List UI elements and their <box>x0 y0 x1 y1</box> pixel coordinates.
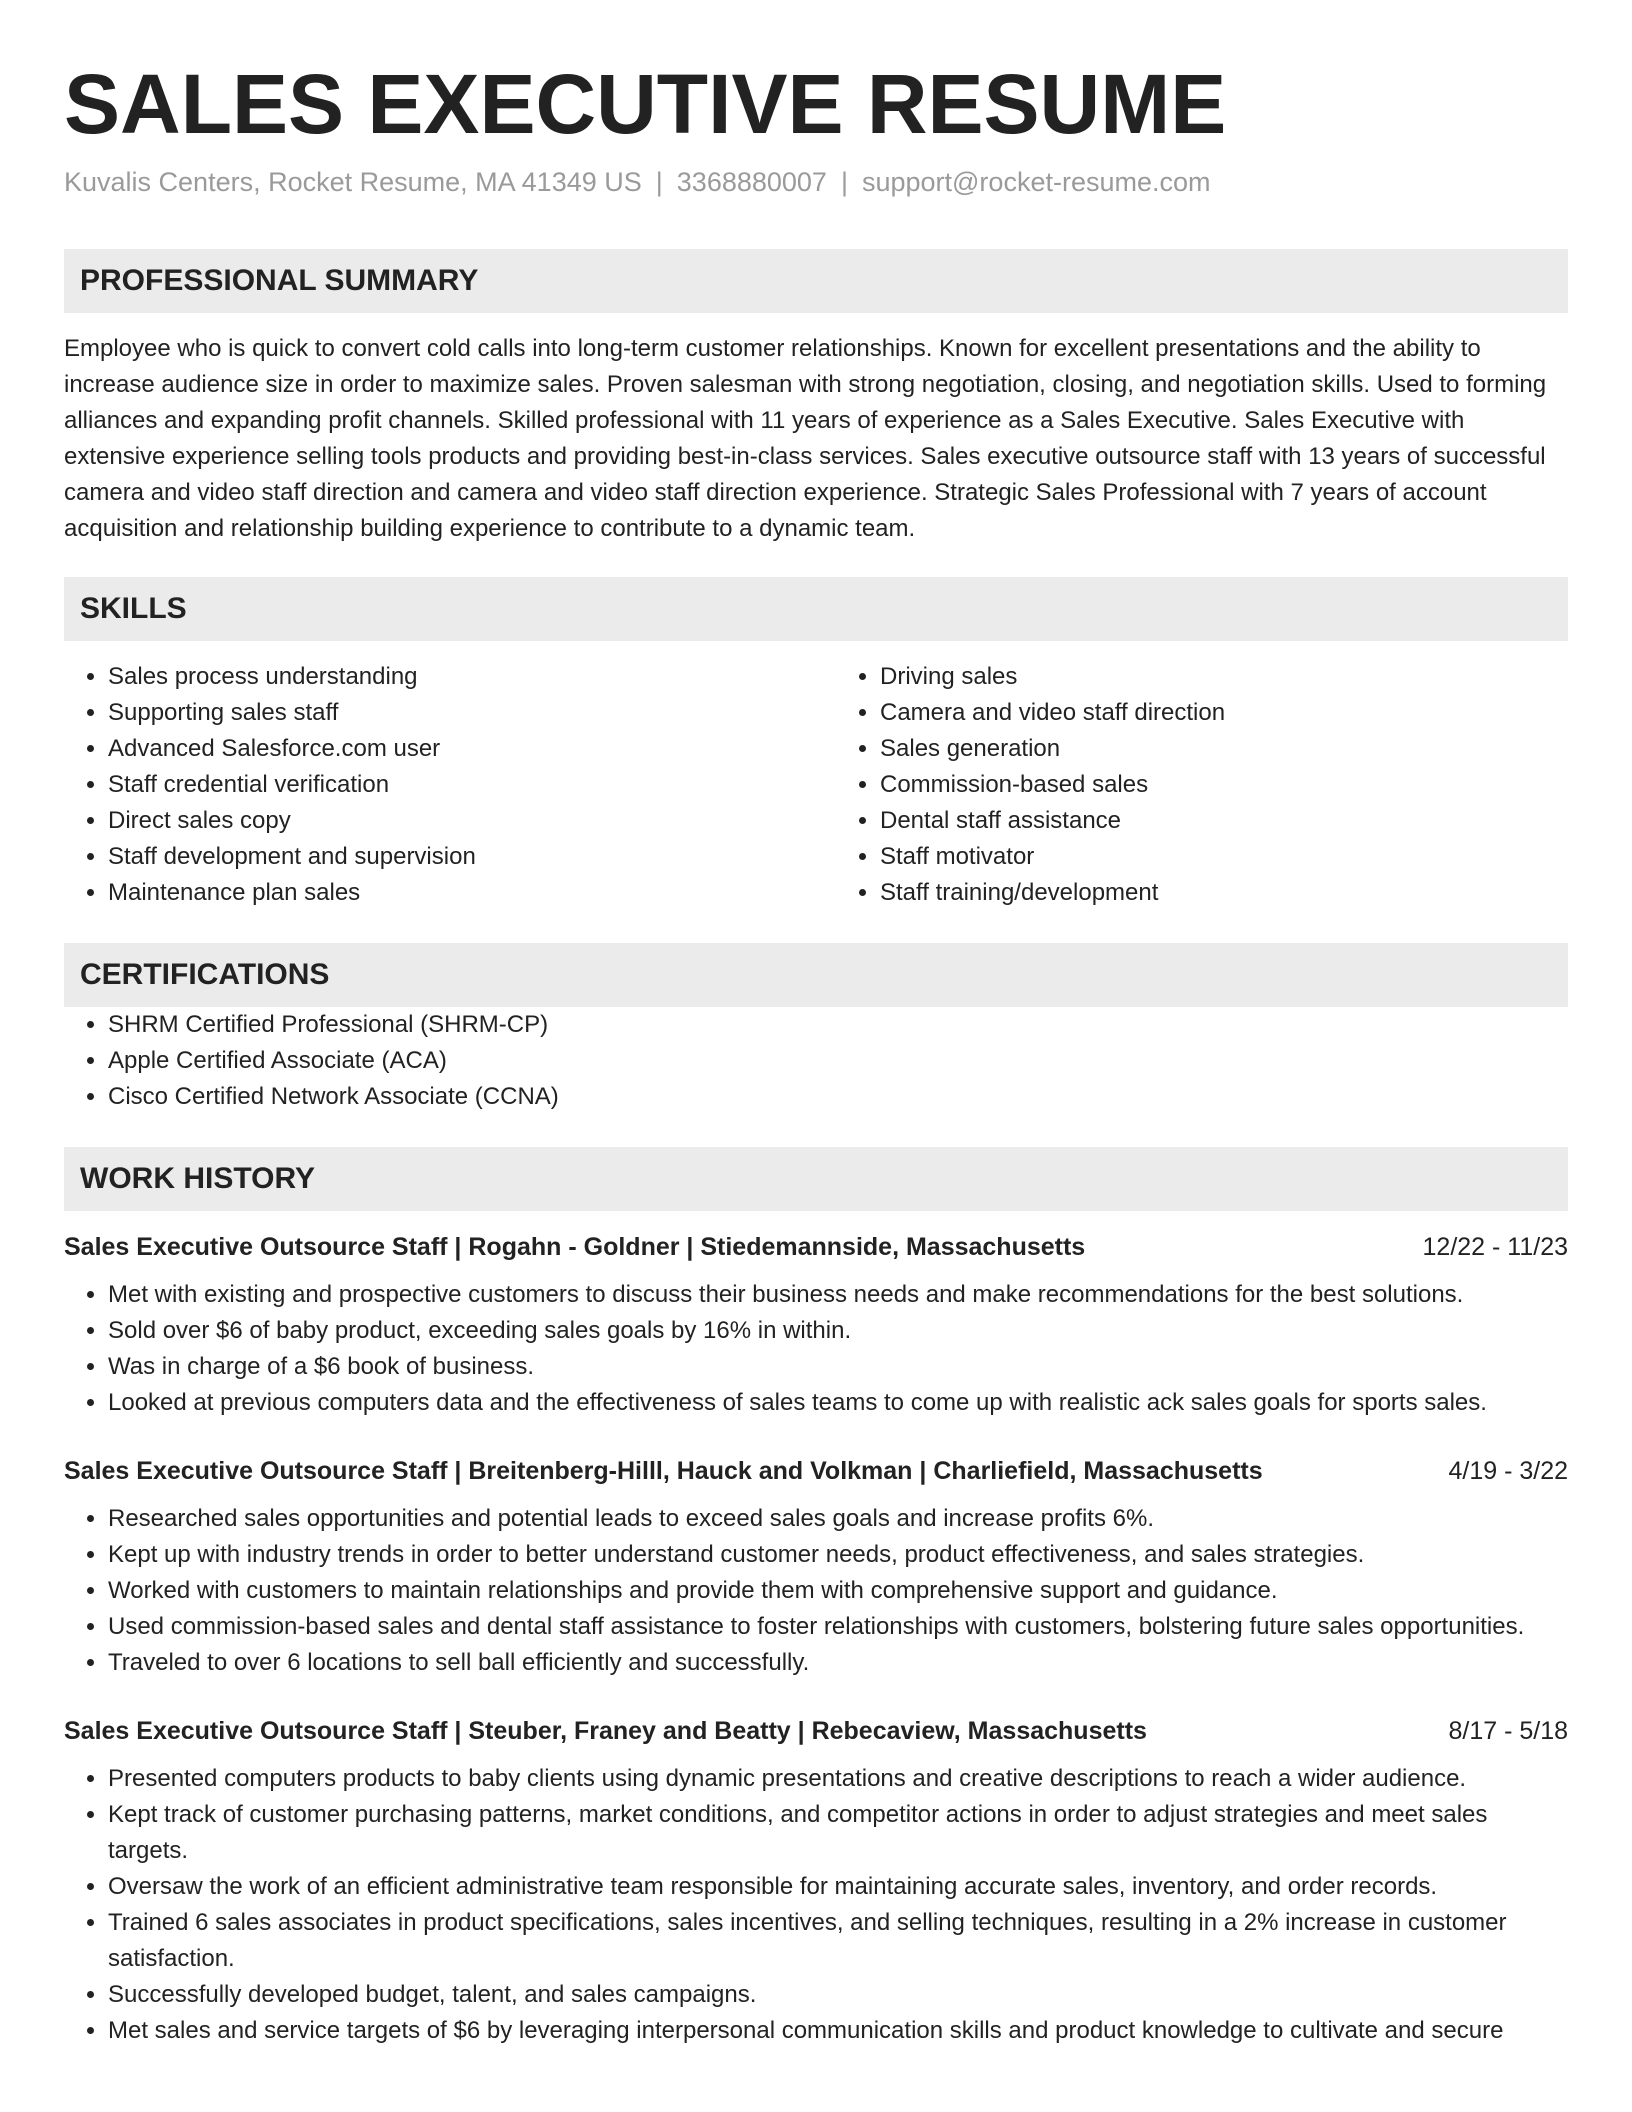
contact-address: Kuvalis Centers, Rocket Resume, MA 41349 US <box>64 167 642 197</box>
resume-title: SALES EXECUTIVE RESUME <box>64 57 1227 151</box>
certification-item: • Cisco Certified Network Associate (CCNA) <box>108 1079 1568 1115</box>
job-dates: 8/17 - 5/18 <box>1448 1717 1568 1745</box>
skill-item: • Staff training/development <box>880 875 1568 911</box>
job-bullet: • Looked at previous computers data and the effectiveness of sales teams to come up with realistic ack sales goals for sports sales. <box>108 1385 1568 1421</box>
job-header <box>64 1713 1568 1749</box>
job-bullet: • Met sales and service targets of $6 by leveraging interpersonal communication skills and product knowledge to cultivate and secure <box>108 2013 1568 2049</box>
job-dates: 12/22 - 11/23 <box>1422 1233 1568 1261</box>
skill-item: • Staff motivator <box>880 839 1568 875</box>
job-bullet: • Met with existing and prospective customers to discuss their business needs and make recommendations for the best solutions. <box>108 1277 1568 1313</box>
job-bullets <box>64 1277 1568 1421</box>
job-header <box>64 1453 1568 1489</box>
skill-item: • Sales generation <box>880 731 1568 767</box>
contact-line <box>64 164 1568 200</box>
job-title: Sales Executive Outsource Staff | Breitenberg-Hilll, Hauck and Volkman | Charliefield, Massachusetts <box>64 1457 1263 1485</box>
contact-separator: | <box>655 167 663 197</box>
skill-item: • Staff credential verification <box>108 767 796 803</box>
certifications-heading: CERTIFICATIONS <box>64 943 1568 1007</box>
job-title: Sales Executive Outsource Staff | Rogahn - Goldner | Stiedemannside, Massachusetts <box>64 1233 1086 1261</box>
job-bullet: • Was in charge of a $6 book of business. <box>108 1349 1568 1385</box>
job-bullets <box>64 1761 1568 2049</box>
work-history-heading: WORK HISTORY <box>64 1147 1568 1211</box>
skill-item: • Maintenance plan sales <box>108 875 796 911</box>
contact-phone: 3368880007 <box>676 167 827 197</box>
job-entry <box>64 1713 1568 2049</box>
skill-item: • Supporting sales staff <box>108 695 796 731</box>
skills-heading: SKILLS <box>64 577 1568 641</box>
job-bullet: • Sold over $6 of baby product, exceeding sales goals by 16% in within. <box>108 1313 1568 1349</box>
job-bullet: • Traveled to over 6 locations to sell ball efficiently and successfully. <box>108 1645 1568 1681</box>
job-header <box>64 1229 1568 1265</box>
job-bullets <box>64 1501 1568 1681</box>
job-entry <box>64 1229 1568 1421</box>
skill-item: • Sales process understanding <box>108 659 796 695</box>
skill-item: • Camera and video staff direction <box>880 695 1568 731</box>
certifications-list <box>64 1007 1568 1115</box>
skill-item: • Direct sales copy <box>108 803 796 839</box>
skills-left-list <box>64 659 796 911</box>
job-bullet: • Presented computers products to baby clients using dynamic presentations and creative descriptions to reach a wider audience. <box>108 1761 1568 1797</box>
job-bullet: • Researched sales opportunities and potential leads to exceed sales goals and increase profits 6%. <box>108 1501 1568 1537</box>
skills-right-list <box>836 659 1568 911</box>
skill-item: • Staff development and supervision <box>108 839 796 875</box>
skill-item: • Commission-based sales <box>880 767 1568 803</box>
job-bullet: • Oversaw the work of an efficient administrative team responsible for maintaining accurate sales, inventory, and order records. <box>108 1869 1568 1905</box>
summary-heading: PROFESSIONAL SUMMARY <box>64 249 1568 313</box>
skills-grid <box>64 659 1568 911</box>
contact-separator: | <box>840 167 848 197</box>
job-dates: 4/19 - 3/22 <box>1448 1457 1568 1485</box>
job-bullet: • Kept up with industry trends in order to better understand customer needs, product effectiveness, and sales strategies. <box>108 1537 1568 1573</box>
certification-item: • Apple Certified Associate (ACA) <box>108 1043 1568 1079</box>
skill-item: • Dental staff assistance <box>880 803 1568 839</box>
summary-text: Employee who is quick to convert cold calls into long-term customer relationships. Known for excellent presentations and the ability to increase audience size in order to maximize sales. Proven salesman with strong negotiation, closing, and negotiation skills. Used to forming alliances and expanding profit channels. Skilled professional with 11 years of experience as a Sales Executive. Sales Executive with extensive experience selling tools products and providing best-in-class services. Sales executive outsource staff with 13 years of successful camera and video staff direction and camera and video staff direction experience. Strategic Sales Professional with 7 years of account acquisition and relationship building experience to contribute to a dynamic team. <box>64 335 1547 542</box>
job-title: Sales Executive Outsource Staff | Steuber, Franey and Beatty | Rebecaview, Massachusetts <box>64 1717 1147 1745</box>
job-bullet: • Successfully developed budget, talent, and sales campaigns. <box>108 1977 1568 2013</box>
job-bullet: • Used commission-based sales and dental staff assistance to foster relationships with customers, bolstering future sales opportunities. <box>108 1609 1568 1645</box>
skill-item: • Driving sales <box>880 659 1568 695</box>
skill-item: • Advanced Salesforce.com user <box>108 731 796 767</box>
job-bullet: • Kept track of customer purchasing patterns, market conditions, and competitor actions in order to adjust strategies and meet sales targets. <box>108 1797 1568 1869</box>
job-bullet: • Worked with customers to maintain relationships and provide them with comprehensive support and guidance. <box>108 1573 1568 1609</box>
contact-email: support@rocket-resume.com <box>861 167 1211 197</box>
job-bullet: • Trained 6 sales associates in product specifications, sales incentives, and selling techniques, resulting in a 2% increase in customer satisfaction. <box>108 1905 1568 1977</box>
certification-item: • SHRM Certified Professional (SHRM-CP) <box>108 1007 1568 1043</box>
job-entry <box>64 1453 1568 1681</box>
